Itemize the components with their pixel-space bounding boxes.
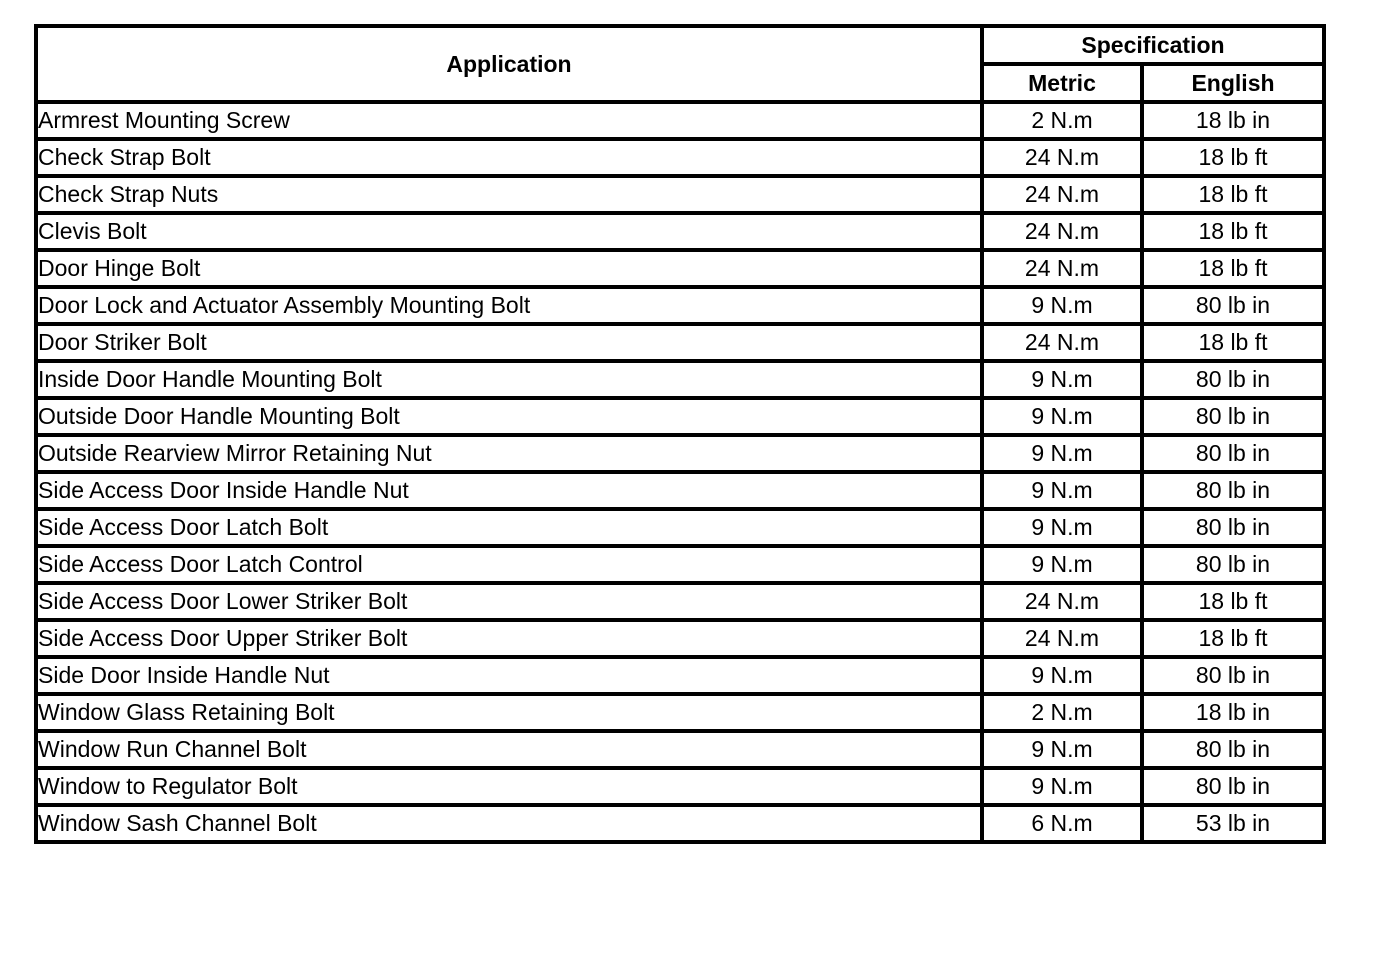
- metric-cell: 9 N.m: [982, 361, 1142, 398]
- application-cell: Side Access Door Lower Striker Bolt: [36, 583, 982, 620]
- table-row: [36, 398, 1324, 435]
- english-cell: 80 lb in: [1142, 509, 1324, 546]
- metric-cell: 24 N.m: [982, 324, 1142, 361]
- application-cell: Check Strap Bolt: [36, 139, 982, 176]
- metric-cell: 9 N.m: [982, 509, 1142, 546]
- metric-cell: 2 N.m: [982, 102, 1142, 139]
- table-row: [36, 250, 1324, 287]
- metric-cell: 24 N.m: [982, 139, 1142, 176]
- english-cell: 18 lb ft: [1142, 583, 1324, 620]
- application-header: Application: [36, 26, 982, 102]
- metric-header: Metric: [982, 64, 1142, 102]
- application-cell: Side Access Door Inside Handle Nut: [36, 472, 982, 509]
- english-cell: 18 lb ft: [1142, 250, 1324, 287]
- english-header: English: [1142, 64, 1324, 102]
- english-cell: 18 lb in: [1142, 694, 1324, 731]
- table-body: [36, 102, 1324, 842]
- english-cell: 80 lb in: [1142, 546, 1324, 583]
- application-cell: Door Lock and Actuator Assembly Mounting Bolt: [36, 287, 982, 324]
- table-row: [36, 694, 1324, 731]
- table-row: [36, 546, 1324, 583]
- english-cell: 53 lb in: [1142, 805, 1324, 842]
- table-row: [36, 287, 1324, 324]
- english-cell: 80 lb in: [1142, 472, 1324, 509]
- table-row: [36, 324, 1324, 361]
- application-cell: Clevis Bolt: [36, 213, 982, 250]
- metric-cell: 9 N.m: [982, 768, 1142, 805]
- metric-cell: 24 N.m: [982, 213, 1142, 250]
- application-cell: Door Hinge Bolt: [36, 250, 982, 287]
- application-cell: Armrest Mounting Screw: [36, 102, 982, 139]
- application-cell: Window Sash Channel Bolt: [36, 805, 982, 842]
- application-cell: Side Access Door Latch Bolt: [36, 509, 982, 546]
- metric-cell: 9 N.m: [982, 398, 1142, 435]
- metric-cell: 24 N.m: [982, 176, 1142, 213]
- application-cell: Window to Regulator Bolt: [36, 768, 982, 805]
- application-cell: Door Striker Bolt: [36, 324, 982, 361]
- torque-spec-table: [34, 24, 1326, 844]
- application-cell: Side Access Door Upper Striker Bolt: [36, 620, 982, 657]
- table-row: [36, 472, 1324, 509]
- table-row: [36, 583, 1324, 620]
- application-cell: Side Access Door Latch Control: [36, 546, 982, 583]
- english-cell: 80 lb in: [1142, 657, 1324, 694]
- metric-cell: 24 N.m: [982, 250, 1142, 287]
- table-row: [36, 213, 1324, 250]
- english-cell: 18 lb in: [1142, 102, 1324, 139]
- metric-cell: 9 N.m: [982, 287, 1142, 324]
- metric-cell: 24 N.m: [982, 620, 1142, 657]
- english-cell: 80 lb in: [1142, 287, 1324, 324]
- application-cell: Inside Door Handle Mounting Bolt: [36, 361, 982, 398]
- english-cell: 18 lb ft: [1142, 324, 1324, 361]
- table-row: [36, 731, 1324, 768]
- table-row: [36, 805, 1324, 842]
- english-cell: 18 lb ft: [1142, 139, 1324, 176]
- english-cell: 80 lb in: [1142, 768, 1324, 805]
- table-row: [36, 176, 1324, 213]
- english-cell: 80 lb in: [1142, 361, 1324, 398]
- table-header: [36, 26, 1324, 102]
- application-cell: Outside Rearview Mirror Retaining Nut: [36, 435, 982, 472]
- header-row-top: [36, 26, 1324, 64]
- english-cell: 18 lb ft: [1142, 620, 1324, 657]
- table-row: [36, 620, 1324, 657]
- english-cell: 18 lb ft: [1142, 213, 1324, 250]
- application-cell: Window Run Channel Bolt: [36, 731, 982, 768]
- english-cell: 80 lb in: [1142, 731, 1324, 768]
- table-row: [36, 102, 1324, 139]
- application-cell: Window Glass Retaining Bolt: [36, 694, 982, 731]
- english-cell: 18 lb ft: [1142, 176, 1324, 213]
- metric-cell: 9 N.m: [982, 546, 1142, 583]
- metric-cell: 24 N.m: [982, 583, 1142, 620]
- metric-cell: 9 N.m: [982, 472, 1142, 509]
- metric-cell: 9 N.m: [982, 731, 1142, 768]
- application-cell: Check Strap Nuts: [36, 176, 982, 213]
- metric-cell: 9 N.m: [982, 435, 1142, 472]
- metric-cell: 2 N.m: [982, 694, 1142, 731]
- metric-cell: 6 N.m: [982, 805, 1142, 842]
- specification-header: Specification: [982, 26, 1324, 64]
- table-row: [36, 435, 1324, 472]
- metric-cell: 9 N.m: [982, 657, 1142, 694]
- english-cell: 80 lb in: [1142, 398, 1324, 435]
- table-row: [36, 361, 1324, 398]
- table-row: [36, 657, 1324, 694]
- application-cell: Outside Door Handle Mounting Bolt: [36, 398, 982, 435]
- application-cell: Side Door Inside Handle Nut: [36, 657, 982, 694]
- english-cell: 80 lb in: [1142, 435, 1324, 472]
- table-row: [36, 509, 1324, 546]
- table-row: [36, 768, 1324, 805]
- table-row: [36, 139, 1324, 176]
